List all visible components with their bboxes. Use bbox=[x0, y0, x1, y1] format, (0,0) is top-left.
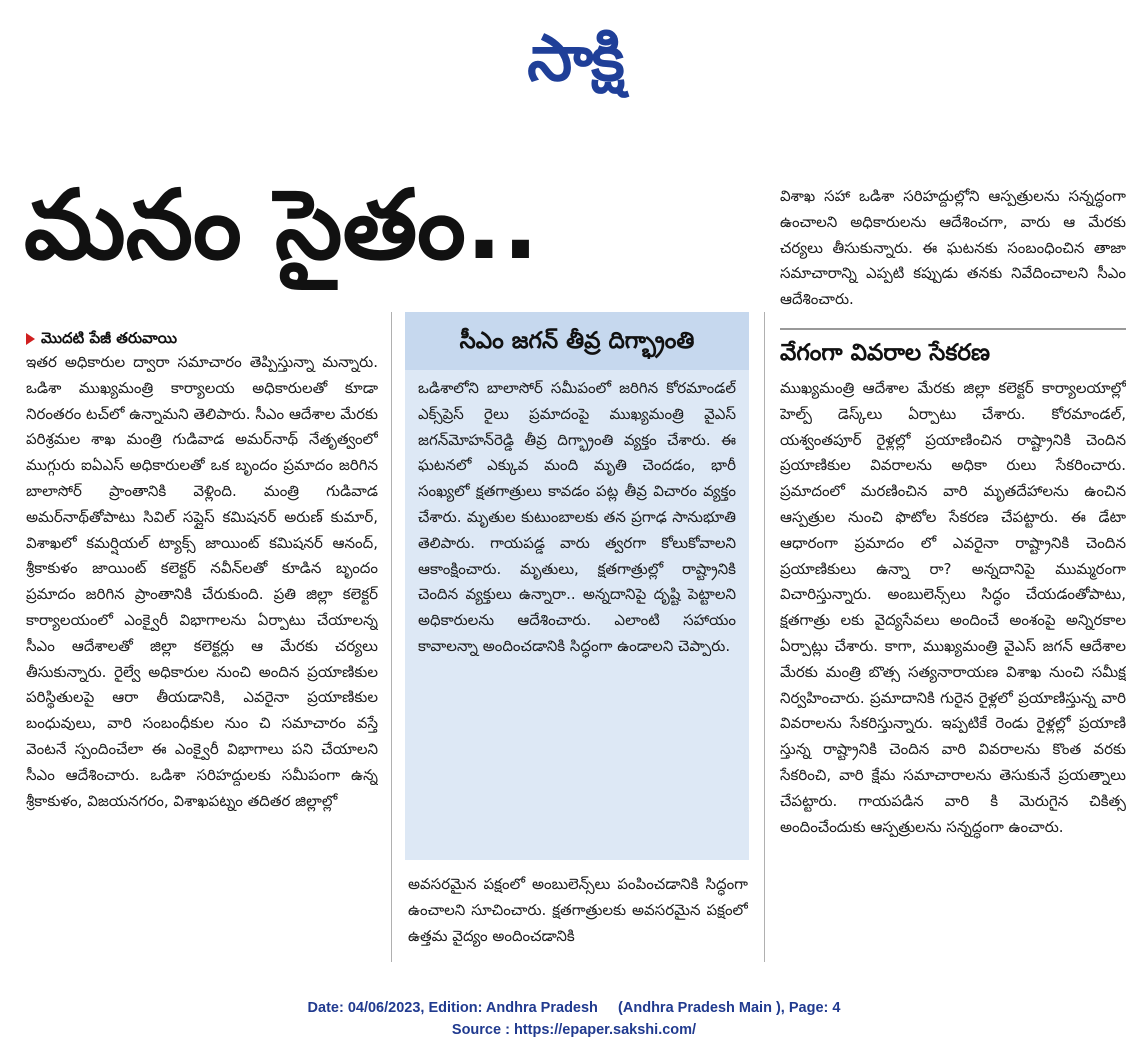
sidebar-box-body bbox=[418, 376, 736, 846]
triangle-icon bbox=[26, 333, 35, 345]
sidebar-box-text: ఒడిశాలోని బాలాసోర్‌ సమీపంలో జరిగిన కోరమాండల్‌ ఎక్స్‌ప్రెస్‌ రైలు ప్రమాదంపై ముఖ్యమంత్రి వైఎస్‌ జగన్‌మోహన్‌రెడ్డి తీవ్ర దిగ్భ్రాంతి వ్యక్తం చేశారు. ఈ ఘటనలో ఎక్కువ మంది మృతి చెందడం, భారీ సంఖ్యలో క్షతగాత్రులు కావడం పట్ల తీవ్ర విచారం వ్యక్తం చేశారు. మృతుల కుటుంబాలకు తన ప్రగాఢ సానుభూతి తెలిపారు. గాయపడ్డ వారు త్వరగా కోలుకోవాలని ఆకాంక్షించారు. మృతులు, క్షతగాత్రుల్లో రాష్ట్రానికి చెందిన వ్యక్తులు ఉన్నారా.. అన్నదానిపై దృష్టి పెట్టాలని అధికారులను ఆదేశించారు. ఎలాంటి సహాయం కావాలన్నా అందించడానికి సిద్ధంగా ఉండాలని చెప్పారు. bbox=[418, 379, 736, 655]
byline bbox=[26, 326, 378, 350]
sidebar-box-title: సీఎం జగన్‌ తీవ్ర దిగ్భ్రాంతి bbox=[405, 312, 749, 370]
column-divider bbox=[764, 312, 765, 962]
column-3-top-text: విశాఖ సహా ఒడిశా సరిహద్దుల్లోని ఆస్పత్రులను సన్నద్ధంగా ఉంచాలని అధికారులను ఆదేశించగా, వారు ఆ మేరకు చర్యలు తీసుకున్నారు. ఈ ఘటనకు సంబంధించిన తాజా సమాచారాన్ని ఎప్పటి కప్పుడు తనకు నివేదించాలని సీఎం ఆదేశించారు. bbox=[780, 187, 1126, 309]
masthead-logo: సాక్షి bbox=[527, 22, 623, 96]
column-2-text: అవసరమైన పక్షంలో అంబులెన్స్‌లు పంపించడానికి సిద్ధంగా ఉంచాలని సూచించారు. క్షతగాత్రులకు అవసరమైన పక్షంలో ఉత్తమ వైద్యం అందించడానికి bbox=[408, 875, 748, 945]
byline-text: మొదటి పేజీ తరువాయి bbox=[41, 329, 178, 347]
article-column-2 bbox=[408, 872, 748, 962]
column-divider bbox=[391, 312, 392, 962]
footer-source: Source : https://epaper.sakshi.com/ bbox=[451, 1022, 697, 1038]
article-column-3-top bbox=[780, 184, 1126, 314]
article-column-3-bottom bbox=[780, 376, 1126, 956]
footer-date-edition: Date: 04/06/2023, Edition: Andhra Pradesh (Andhra Pradesh Main ), Page: 4 bbox=[307, 1000, 841, 1016]
column-1-text: ఇతర అధికారుల ద్వారా సమాచారం తెప్పిస్తున్నా మన్నారు. ఒడిశా ముఖ్యమంత్రి కార్యాలయ అధికారులతో కూడా నిరంతరం టచ్‌లో ఉన్నామని తెలిపారు. సీఎం ఆదేశాల మేరకు పరిశ్రమల శాఖ మంత్రి గుడివాడ అమర్‌నాథ్‌ నేతృత్వంలో ముగ్గురు ఐఏఎస్‌ అధికారులతో ఒక బృందం ప్రమాదం జరిగిన బాలాసోర్‌ ప్రాంతానికి వెళ్లింది. మంత్రి గుడివాడ అమర్‌నాథ్‌తోపాటు సివిల్‌ సప్లైస్‌ కమిషనర్‌ అరుణ్‌ కుమార్‌, విశాఖలో కమర్షియల్‌ ట్యాక్స్‌ జాయింట్‌ కమిషనర్‌ ఆనంద్‌, శ్రీకాకుళం జాయింట్‌ కలెక్టర్‌ నవీన్‌లతో కూడిన బృందం ప్రమాదం జరిగిన ప్రాంతానికి చేరుకుంది. ప్రతి జిల్లా కలెక్టర్‌ కార్యాలయంలో ఎంక్వైరీ విభాగాలను ఏర్పాటు చేయాలన్న సీఎం ఆదేశాలతో జిల్లా కలెక్టర్లు ఆ మేరకు చర్యలు తీసుకున్నారు. రైల్వే అధికారుల నుంచి అందిన ప్రయాణికుల పరిస్థితులపై ఆరా తీయడానికి, ఎవరైనా ప్రయాణికుల బంధువులు, వారి సంబంధీకుల నుం చి సమాచారం వస్తే వెంటనే స్పందించేలా ఈ ఎంక్వైరీ విభాగాలు పని చేయాలని సీఎం ఆదేశించారు. ఒడిశా సరిహద్దులకు సమీపంగా ఉన్న శ్రీకాకుళం, విజయనగరం, విశాఖపట్నం తదితర జిల్లాల్లో bbox=[26, 353, 378, 810]
article-column-1 bbox=[26, 350, 378, 960]
headline: మనం సైతం.. bbox=[24, 169, 539, 281]
subheading: వేగంగా వివరాల సేకరణ bbox=[780, 328, 1126, 378]
column-3-bottom-text: ముఖ్యమంత్రి ఆదేశాల మేరకు జిల్లా కలెక్టర్‌ కార్యాలయాల్లో హెల్ప్‌ డెస్క్‌లు ఏర్పాటు చేశారు. కోరమాండల్‌, యశ్వంతపూర్‌ రైళ్లల్లో ప్రయాణించిన రాష్ట్రానికి చెందిన ప్రయాణికుల వివరాలను అధికా రులు సేకరించారు. ప్రమాదంలో మరణించిన వారి మృతదేహాలను ఉంచిన ఆస్పత్రుల నుంచి ఫొటోల సేకరణ చేపట్టారు. ఈ డేటా ఆధారంగా ప్రమాదం లో ఎవరైనా రాష్ట్రానికి చెందిన ప్రయాణికులు ఉన్నా రా? అన్నదానిపై ముమ్మరంగా విచారిస్తున్నారు. అంబులెన్స్‌లు సిద్ధం చేయడంతోపాటు, క్షతగాత్రు లకు వైద్యసేవలు అందించే అంశంపై అన్నిరకాల ఏర్పాట్లు చేశారు. కాగా, ముఖ్యమంత్రి వైఎస్‌ జగన్‌ ఆదేశాల మేరకు మంత్రి బొత్స సత్యనారాయణ విశాఖ నుంచి సమీక్ష నిర్వహించారు. ప్రమాదానికి గురైన రైళ్లలో ప్రయాణిస్తున్న వారి వివరాలను సేకరిస్తున్నారు. ఇప్పటికే రెండు రైళ్లల్లో ప్రయాణి స్తున్న రాష్ట్రానికి చెందిన వారి వివరాలను కొంత వరకు సేకరించి, వారి క్షేమ సమాచారాలను తెసుకునే ప్రయత్నాలు చేపట్టారు. గాయపడిన వారి కి మెరుగైన చికిత్స అందించేందుకు ఆస్పత్రులను సన్నద్ధంగా ఉంచారు. bbox=[780, 379, 1126, 836]
